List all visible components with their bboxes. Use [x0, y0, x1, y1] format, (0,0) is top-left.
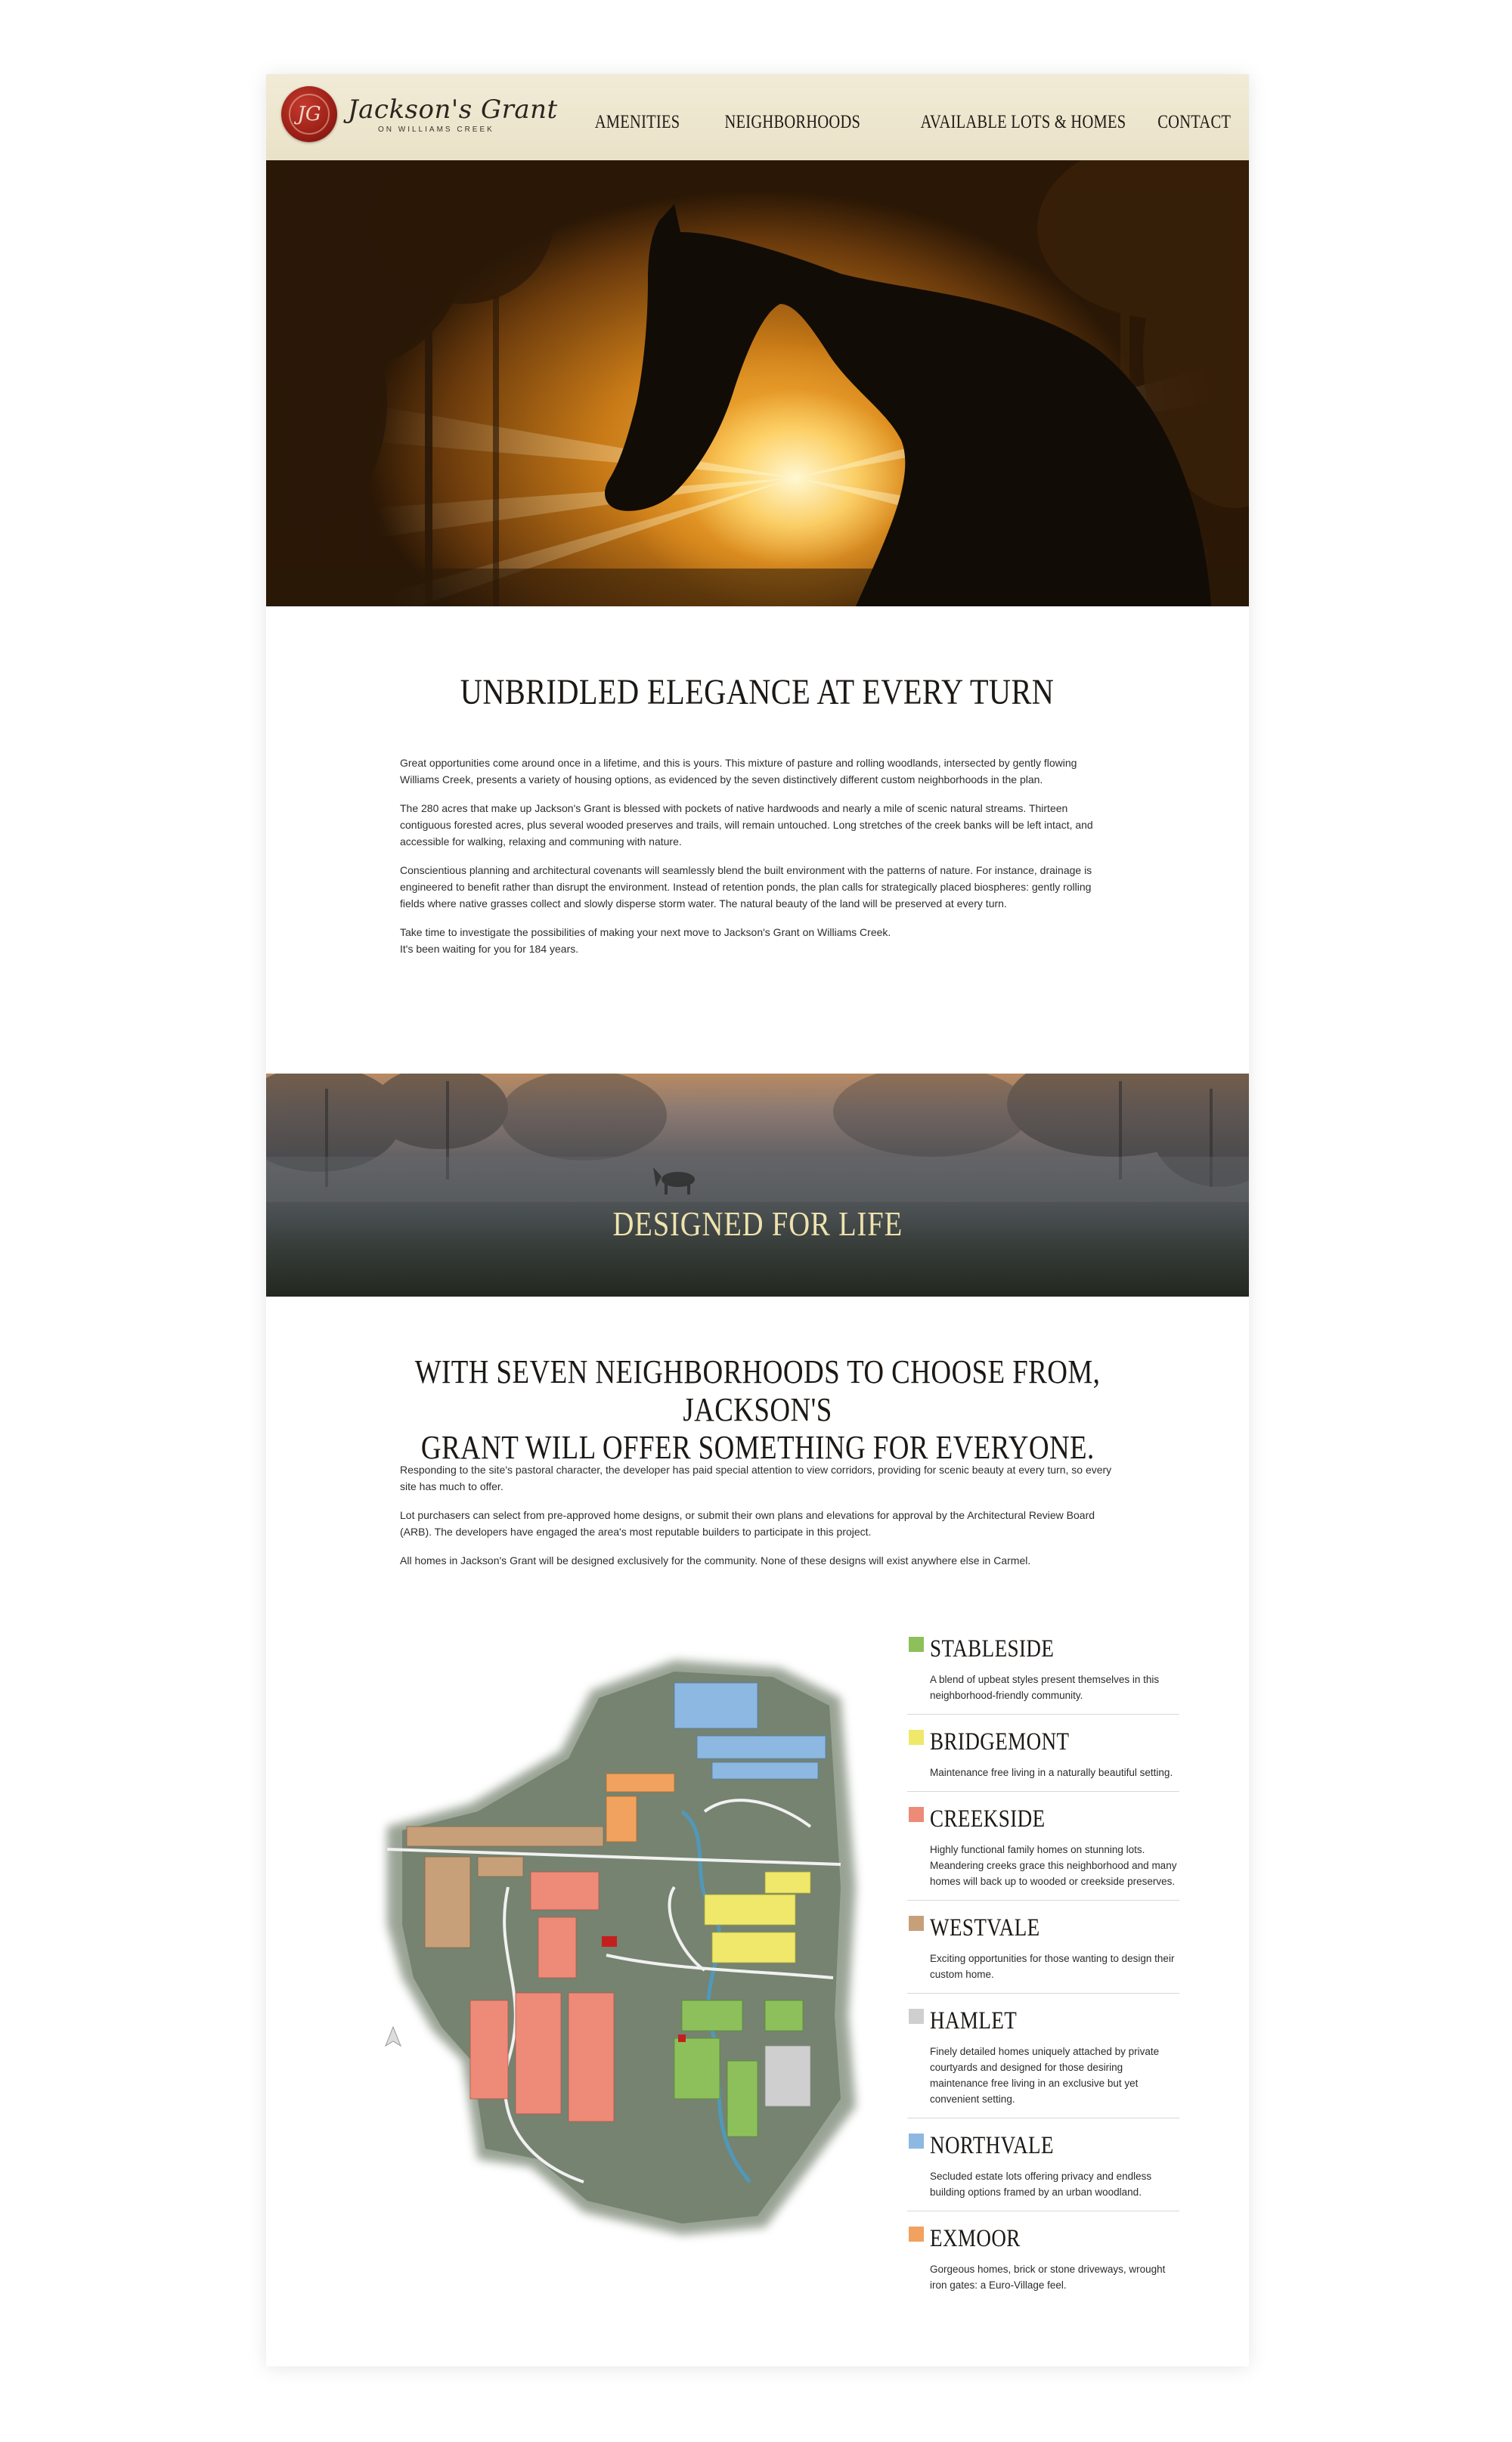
logo-subtitle: ON WILLIAMS CREEK: [378, 125, 494, 134]
intro-paragraph: Conscientious planning and architectural covenants will seamlessly blend the built environment with the patterns of nature. For instance, drainage is engineered to benefit rather than disrupt the environment. Instead of retention ponds, the plan calls for strategically placed biospheres: gently rolling fields where native grasses collect and slowly disperse storm water. The natural beauty of the land will be preserved at every turn.: [400, 864, 1092, 910]
legend-title[interactable]: EXMOOR: [930, 2225, 1021, 2252]
wax-seal-icon: [281, 86, 337, 142]
legend-title[interactable]: BRIDGEMONT: [930, 1728, 1070, 1756]
legend-description: Highly functional family homes on stunning lots. Meandering creeks grace this neighborhood and many homes will back up to wooded or creekside preserves.: [930, 1844, 1177, 1887]
swatch-creekside: [909, 1807, 924, 1822]
legend-item-exmoor[interactable]: [907, 2224, 1179, 2304]
intro-closing: It's been waiting for you for 184 years.: [400, 943, 579, 955]
legend-description: A blend of upbeat styles present themselves in this neighborhood-friendly community.: [930, 1674, 1160, 1701]
site-logo[interactable]: [281, 86, 558, 142]
legend-item-westvale[interactable]: [907, 1913, 1179, 1994]
swatch-hamlet: [909, 2009, 924, 2024]
neighborhoods-body: [400, 1461, 1118, 1581]
intro-paragraph: Take time to investigate the possibilities of making your next move to Jackson's Grant on Williams Creek.: [400, 926, 891, 938]
legend-title[interactable]: HAMLET: [930, 2007, 1018, 2034]
nav-neighborhoods[interactable]: NEIGHBORHOODS: [724, 112, 861, 132]
intro-paragraph: Great opportunities come around once in a lifetime, and this is yours. This mixture of pasture and rolling woodlands, intersected by gently flowing Williams Creek, presents a variety of housing options, as evidenced by the seven distinctively different custom neighborhoods in the plan.: [400, 757, 1077, 786]
page: [266, 74, 1249, 2366]
seal-monogram: JG: [289, 94, 330, 135]
site-plan-illustration: [357, 1638, 886, 2318]
swatch-bridgemont: [909, 1730, 924, 1745]
legend-item-hamlet[interactable]: [907, 2006, 1179, 2118]
neighborhoods-paragraph: Lot purchasers can select from pre-approved home designs, or submit their own plans and elevations for approval by the Architectural Review Board (ARB). The developers have engaged the area's most reputable builders to participate in this project.: [400, 1509, 1095, 1538]
legend-title[interactable]: WESTVALE: [930, 1914, 1040, 1942]
intro-paragraph: The 280 acres that make up Jackson's Grant is blessed with pockets of native hardwoods and nearly a mile of scenic natural streams. Thirteen contiguous forested acres, plus several wooded preserves and trails, will remain untouched. Long stretches of the creek banks will be left intact, and accessible for walking, relaxing and communing with nature.: [400, 802, 1093, 848]
swatch-westvale: [909, 1916, 924, 1931]
banner-title: DESIGNED FOR LIFE: [612, 1204, 903, 1243]
neighborhoods-paragraph: Responding to the site's pastoral character, the developer has paid special attention to view corridors, providing for scenic beauty at every turn, so every site has much to offer.: [400, 1464, 1112, 1492]
legend-description: Exciting opportunities for those wanting to design their custom home.: [930, 1953, 1175, 1980]
site-header: [266, 74, 1249, 160]
legend-item-creekside[interactable]: [907, 1804, 1179, 1901]
nav-contact[interactable]: CONTACT: [1157, 112, 1231, 132]
north-arrow-icon: [386, 2027, 401, 2046]
legend-title[interactable]: NORTHVALE: [930, 2132, 1054, 2159]
logo-name: Jackson's Grant: [348, 94, 558, 125]
designed-for-life-banner: [266, 1074, 1249, 1297]
intro-title: UNBRIDLED ELEGANCE AT EVERY TURN: [460, 672, 1055, 712]
neighborhoods-paragraph: All homes in Jackson's Grant will be designed exclusively for the community. None of these designs will exist anywhere else in Carmel.: [400, 1554, 1031, 1567]
swatch-exmoor: [909, 2227, 924, 2242]
neighborhoods-title: WITH SEVEN NEIGHBORHOODS TO CHOOSE FROM, JACKSON'S GRANT WILL OFFER SOMETHING FOR EVERYONE.: [414, 1353, 1101, 1466]
swatch-northvale: [909, 2134, 924, 2149]
legend-item-stableside[interactable]: [907, 1634, 1179, 1715]
swatch-stableside: [909, 1637, 924, 1652]
legend-title[interactable]: CREEKSIDE: [930, 1805, 1046, 1833]
hero-illustration: [266, 160, 1249, 606]
site-plan-map[interactable]: [357, 1638, 886, 2318]
legend-description: Finely detailed homes uniquely attached by private courtyards and designed for those desiring maintenance free living in an exclusive but yet convenient setting.: [930, 2046, 1160, 2105]
legend-title[interactable]: STABLESIDE: [930, 1635, 1055, 1663]
legend-description: Maintenance free living in a naturally beautiful setting.: [930, 1767, 1173, 1778]
legend-description: Secluded estate lots offering privacy and endless building options framed by an urban woodland.: [930, 2171, 1152, 2198]
intro-body: [400, 755, 1118, 969]
nav-amenities[interactable]: AMENITIES: [594, 112, 680, 132]
hero-image-horse-sunrise: [266, 160, 1249, 606]
legend-item-northvale[interactable]: [907, 2131, 1179, 2211]
misty-field-illustration: [266, 1074, 1249, 1297]
nav-available-lots-homes[interactable]: AVAILABLE LOTS & HOMES: [921, 112, 1126, 132]
legend-description: Gorgeous homes, brick or stone driveways, wrought iron gates: a Euro-Village feel.: [930, 2264, 1166, 2291]
legend-item-bridgemont[interactable]: [907, 1727, 1179, 1792]
main-nav: [576, 112, 1231, 133]
neighborhood-legend: [907, 1634, 1179, 2316]
